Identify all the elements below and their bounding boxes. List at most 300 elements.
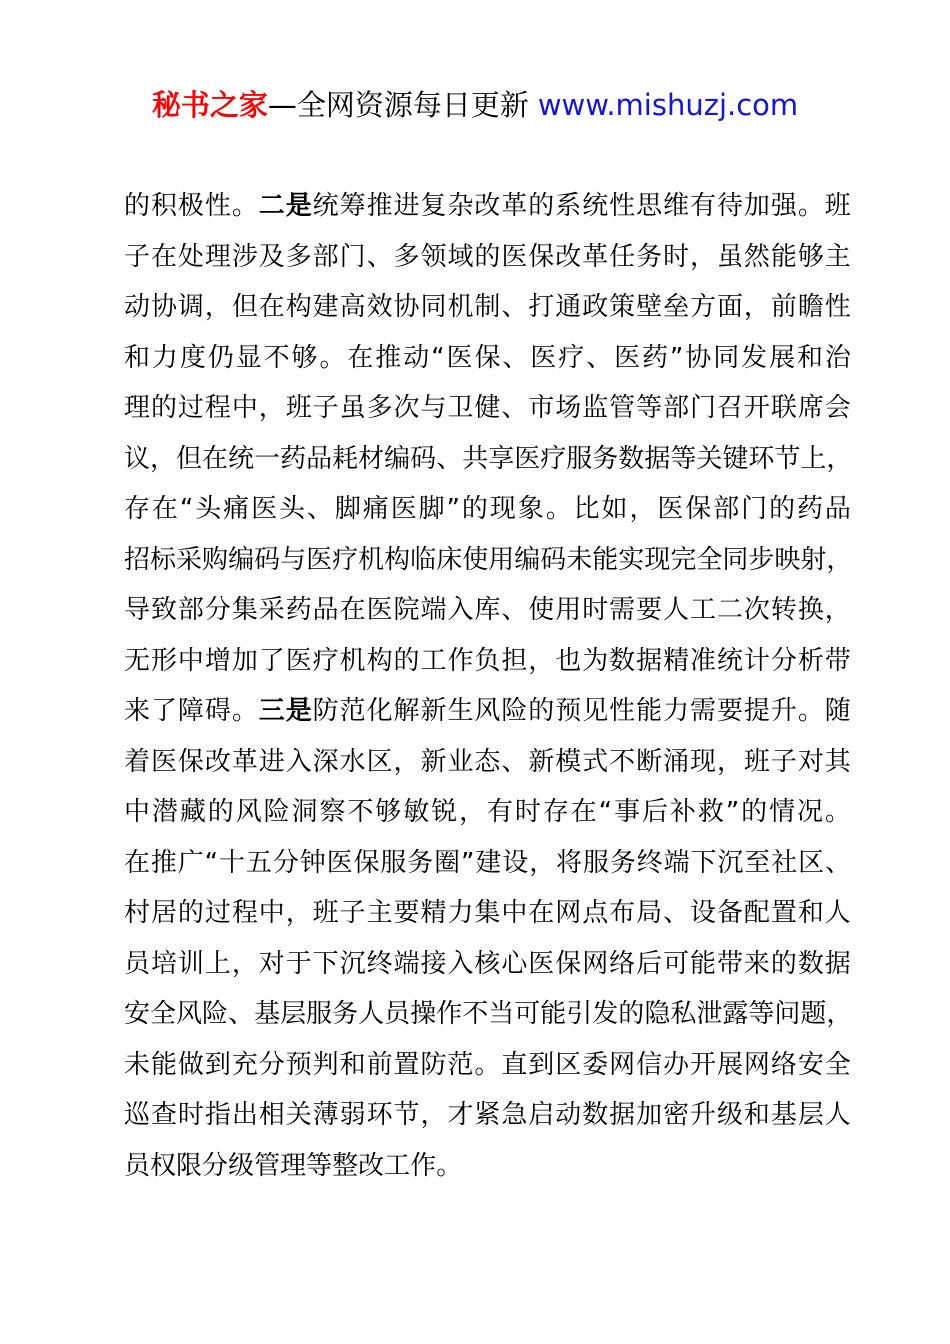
character: 启 <box>528 1100 555 1130</box>
character: 够 <box>291 342 318 373</box>
character: 保 <box>353 847 380 878</box>
character: 不 <box>347 797 374 827</box>
character: 机 <box>358 544 385 575</box>
character: 编 <box>228 544 255 575</box>
character: 加 <box>743 191 770 221</box>
character: 。 <box>319 342 346 373</box>
character: 新 <box>528 746 555 777</box>
character: 现 <box>690 746 717 777</box>
character: 维 <box>663 191 690 221</box>
character: ” <box>461 847 475 878</box>
character: 安 <box>124 999 151 1029</box>
character: 能 <box>592 544 619 575</box>
character: 随 <box>824 696 851 726</box>
character: 、 <box>501 292 528 322</box>
character: 区 <box>555 1049 582 1080</box>
character: 健 <box>474 393 501 423</box>
character: 防 <box>420 1049 447 1080</box>
character: 和 <box>124 342 151 373</box>
text-line <box>124 444 851 474</box>
character: 端 <box>663 847 690 878</box>
character: 。 <box>797 696 824 726</box>
character: 子 <box>124 241 151 272</box>
character: 新 <box>420 696 447 726</box>
character: 统 <box>228 443 255 474</box>
character: 然 <box>743 241 770 272</box>
character: 务 <box>609 847 636 878</box>
character: “ <box>179 494 194 524</box>
character: 担 <box>501 645 528 676</box>
character: 出 <box>231 1100 258 1130</box>
character: 中 <box>177 645 204 676</box>
character: 沉 <box>717 847 744 878</box>
character: 理 <box>280 1150 307 1181</box>
character: 级 <box>228 1150 255 1181</box>
character: 锐 <box>431 797 458 827</box>
character: 力 <box>663 696 690 726</box>
character: 脚 <box>334 494 361 524</box>
character: 后 <box>636 948 663 979</box>
character: 断 <box>636 746 663 777</box>
character: 整 <box>332 1150 359 1181</box>
character: 人 <box>358 999 385 1029</box>
character: 置 <box>770 898 797 928</box>
character: ， <box>459 797 486 827</box>
character: ” <box>725 797 740 827</box>
text-line <box>124 999 851 1029</box>
character: 垒 <box>663 292 690 322</box>
character: 引 <box>566 999 593 1029</box>
character: 映 <box>774 544 801 575</box>
character: 预 <box>555 696 582 726</box>
character: 十 <box>219 847 246 878</box>
character: 导 <box>124 595 151 625</box>
character: 终 <box>636 847 663 878</box>
character: 及 <box>258 241 285 272</box>
character: 准 <box>690 645 717 676</box>
character: 无 <box>124 645 151 676</box>
character: 时 <box>663 241 690 272</box>
character: 医 <box>306 544 333 575</box>
character: 门 <box>339 241 366 272</box>
character: 务 <box>407 847 434 878</box>
character: 联 <box>770 393 797 423</box>
character: 动 <box>124 292 151 322</box>
character: 前 <box>366 1049 393 1080</box>
character: 后 <box>641 797 668 827</box>
character: 协 <box>685 342 712 373</box>
character: 高 <box>339 292 366 322</box>
character: 对 <box>258 948 285 979</box>
character: 发 <box>592 999 619 1029</box>
character: 码 <box>410 443 437 474</box>
character: 同 <box>713 342 740 373</box>
character: 采 <box>176 544 203 575</box>
character: 致 <box>150 595 177 625</box>
character: 步 <box>748 544 775 575</box>
character: 络 <box>609 948 636 979</box>
character: 显 <box>235 342 262 373</box>
character: 在 <box>150 241 177 272</box>
character: 理 <box>204 241 231 272</box>
character: 来 <box>124 696 151 726</box>
character: 未 <box>566 544 593 575</box>
character: 召 <box>716 393 743 423</box>
text-line <box>124 393 851 423</box>
character: 复 <box>420 191 447 221</box>
character: 指 <box>204 1100 231 1130</box>
character: 工 <box>420 645 447 676</box>
character: 要 <box>636 595 663 625</box>
character: 等 <box>748 999 775 1029</box>
character: 性 <box>609 696 636 726</box>
character: 的 <box>474 241 501 272</box>
character: 工 <box>384 1150 411 1181</box>
character: 析 <box>797 645 824 676</box>
character: 服 <box>306 999 333 1029</box>
character: 脚 <box>418 494 445 524</box>
character: 医 <box>501 241 528 272</box>
character: 使 <box>462 544 489 575</box>
character: ， <box>528 645 555 676</box>
character: 方 <box>690 292 717 322</box>
character: 转 <box>770 595 797 625</box>
character: 等 <box>636 393 663 423</box>
character: 需 <box>609 595 636 625</box>
character: 了 <box>150 696 177 726</box>
character: 业 <box>447 746 474 777</box>
character: 能 <box>770 241 797 272</box>
character: 库 <box>474 595 501 625</box>
character: 极 <box>177 191 204 221</box>
character: 涉 <box>231 241 258 272</box>
character: ， <box>258 393 285 423</box>
character: 圈 <box>434 847 461 878</box>
character: 社 <box>771 847 798 878</box>
text-line <box>124 545 851 575</box>
character: 急 <box>501 1100 528 1130</box>
character: 程 <box>204 393 231 423</box>
character: 在 <box>202 443 229 474</box>
character: 问 <box>774 999 801 1029</box>
header-tagline: —全网资源每日更新 <box>267 88 529 122</box>
character: 风 <box>474 696 501 726</box>
character: 据 <box>609 1100 636 1130</box>
character: 仍 <box>207 342 234 373</box>
character: 医 <box>528 948 555 979</box>
character: 据 <box>636 645 663 676</box>
character: 设 <box>690 898 717 928</box>
character: 前 <box>770 292 797 322</box>
character: 泄 <box>696 999 723 1029</box>
character: 机 <box>447 292 474 322</box>
character: 够 <box>375 797 402 827</box>
character: 协 <box>393 292 420 322</box>
bold-character: 是 <box>285 191 312 221</box>
character: 集 <box>474 898 501 928</box>
character: 数 <box>618 443 645 474</box>
character: 核 <box>474 948 501 979</box>
character: 药 <box>285 595 312 625</box>
character: 范 <box>339 696 366 726</box>
text-line <box>124 1050 851 1080</box>
character: 推 <box>375 342 402 373</box>
character: 层 <box>280 999 307 1029</box>
character: 中 <box>124 797 151 827</box>
character: 培 <box>150 948 177 979</box>
character: 基 <box>254 999 281 1029</box>
character: 相 <box>258 1100 285 1130</box>
character: 主 <box>824 241 851 272</box>
character: 着 <box>124 746 151 777</box>
character: 分 <box>204 595 231 625</box>
character: 制 <box>474 292 501 322</box>
character: 的 <box>618 999 645 1029</box>
character: 次 <box>743 595 770 625</box>
character: 为 <box>582 645 609 676</box>
character: 有 <box>690 191 717 221</box>
character: 码 <box>540 544 567 575</box>
character: 在 <box>151 494 178 524</box>
character: 临 <box>410 544 437 575</box>
character: ， <box>826 443 853 474</box>
character: 的 <box>177 898 204 928</box>
character: 安 <box>797 1049 824 1080</box>
character: 协 <box>150 292 177 322</box>
character: “ <box>598 797 613 827</box>
character: 键 <box>722 443 749 474</box>
character: 风 <box>176 999 203 1029</box>
character: 生 <box>447 696 474 726</box>
text-line <box>124 595 851 625</box>
character: 险 <box>263 797 290 827</box>
character: 事 <box>614 797 641 827</box>
character: 分 <box>258 1049 285 1080</box>
text-line <box>124 191 851 221</box>
character: 能 <box>636 696 663 726</box>
character: 区 <box>366 746 393 777</box>
character: 的 <box>528 696 555 726</box>
character: 中 <box>501 898 528 928</box>
character: 增 <box>204 645 231 676</box>
character: 作 <box>447 645 474 676</box>
character: 风 <box>235 797 262 827</box>
body-lines <box>124 191 851 1201</box>
character: 开 <box>690 1049 717 1080</box>
character: 码 <box>254 544 281 575</box>
character: 系 <box>555 191 582 221</box>
character: 、 <box>366 241 393 272</box>
character: 虽 <box>339 393 366 423</box>
character: 察 <box>319 797 346 827</box>
character: 可 <box>663 948 690 979</box>
character: 医 <box>366 595 393 625</box>
character: 员 <box>124 1150 151 1181</box>
character: 实 <box>618 544 645 575</box>
character: 见 <box>582 696 609 726</box>
character: 积 <box>150 191 177 221</box>
character: 革 <box>501 191 528 221</box>
character: 需 <box>690 696 717 726</box>
character: 村 <box>124 898 151 928</box>
character: 化 <box>366 696 393 726</box>
character: 。 <box>231 696 258 726</box>
character: 耗 <box>332 443 359 474</box>
character: ， <box>150 443 177 474</box>
text-line <box>124 898 851 928</box>
document-header <box>0 86 950 124</box>
character: 障 <box>177 696 204 726</box>
character: 编 <box>384 443 411 474</box>
character: 补 <box>669 797 696 827</box>
character: 全 <box>150 999 177 1029</box>
character: 要 <box>393 898 420 928</box>
character: 品 <box>312 595 339 625</box>
character: 能 <box>540 999 567 1029</box>
character: 计 <box>743 645 770 676</box>
text-line <box>124 797 851 827</box>
character: 院 <box>393 595 420 625</box>
character: 弱 <box>339 1100 366 1130</box>
character: 痛 <box>223 494 250 524</box>
character: 网 <box>743 1049 770 1080</box>
character: 医 <box>390 494 417 524</box>
character: 工 <box>690 595 717 625</box>
character: 到 <box>204 1049 231 1080</box>
character: 办 <box>663 1049 690 1080</box>
character: 构 <box>285 292 312 322</box>
character: 卫 <box>447 393 474 423</box>
character: 推 <box>150 847 177 878</box>
character: 完 <box>670 544 697 575</box>
character: 环 <box>748 443 775 474</box>
character: 节 <box>393 1100 420 1130</box>
character: 。 <box>824 797 851 827</box>
character: 、 <box>436 443 463 474</box>
character: 头 <box>195 494 222 524</box>
character: 医 <box>657 494 684 524</box>
character: 带 <box>824 645 851 676</box>
character: 构 <box>384 544 411 575</box>
character: 虽 <box>716 241 743 272</box>
character: 形 <box>150 645 177 676</box>
character: 题 <box>800 999 827 1029</box>
character: 私 <box>670 999 697 1029</box>
character: ， <box>285 898 312 928</box>
character: 层 <box>797 1100 824 1130</box>
character: 作 <box>436 999 463 1029</box>
text-line <box>124 696 851 726</box>
character: 过 <box>177 393 204 423</box>
character: 革 <box>231 746 258 777</box>
character: 至 <box>744 847 771 878</box>
character: ， <box>529 847 556 878</box>
character: 碍 <box>204 696 231 726</box>
character: 保 <box>555 948 582 979</box>
character: 入 <box>447 948 474 979</box>
character: 会 <box>824 393 851 423</box>
character: 训 <box>177 948 204 979</box>
character: 了 <box>258 645 285 676</box>
character: 、 <box>663 898 690 928</box>
character: ” <box>669 342 684 373</box>
character: 展 <box>716 1049 743 1080</box>
character: 统 <box>582 191 609 221</box>
character: 门 <box>690 393 717 423</box>
character: 管 <box>254 1150 281 1181</box>
character: 密 <box>663 1100 690 1130</box>
character: 购 <box>202 544 229 575</box>
character: 设 <box>502 847 529 878</box>
character: 入 <box>285 746 312 777</box>
character: 疗 <box>558 342 585 373</box>
character: 。 <box>436 1150 463 1181</box>
character: 在 <box>347 342 374 373</box>
character: 广 <box>177 847 204 878</box>
character: 治 <box>824 342 851 373</box>
character: 药 <box>796 494 823 524</box>
character: 药 <box>641 342 668 373</box>
character: 的 <box>124 191 151 221</box>
character: 进 <box>258 746 285 777</box>
character: 网 <box>582 948 609 979</box>
character: 当 <box>488 999 515 1029</box>
character: 保 <box>177 746 204 777</box>
character: 加 <box>636 1100 663 1130</box>
character: 品 <box>824 494 851 524</box>
character: ， <box>393 746 420 777</box>
character: 使 <box>528 595 555 625</box>
character: 居 <box>150 898 177 928</box>
character: 的 <box>769 494 796 524</box>
character: 、 <box>306 494 333 524</box>
character: 作 <box>410 1150 437 1181</box>
character: 可 <box>514 999 541 1029</box>
character: 子 <box>312 393 339 423</box>
character: 于 <box>285 948 312 979</box>
character: 的 <box>528 191 555 221</box>
character: 巡 <box>124 1100 151 1130</box>
character: 将 <box>556 847 583 878</box>
character: 多 <box>285 241 312 272</box>
character: 端 <box>420 595 447 625</box>
character: 布 <box>609 898 636 928</box>
character: 的 <box>461 494 488 524</box>
text-line <box>124 646 851 676</box>
character: 精 <box>420 898 447 928</box>
character: 保 <box>474 342 501 373</box>
character: 基 <box>770 1100 797 1130</box>
character: 接 <box>420 948 447 979</box>
character: 医 <box>614 342 641 373</box>
site-url-link[interactable]: www.mishuzj.com <box>537 88 799 122</box>
character: 沉 <box>339 948 366 979</box>
character: 节 <box>774 443 801 474</box>
character: 露 <box>722 999 749 1029</box>
character: 的 <box>150 393 177 423</box>
character: 推 <box>366 191 393 221</box>
character: 在 <box>570 797 597 827</box>
character: 动 <box>555 1100 582 1130</box>
character: 判 <box>312 1049 339 1080</box>
character: 信 <box>636 1049 663 1080</box>
character: 薄 <box>312 1100 339 1130</box>
character: 网 <box>609 1049 636 1080</box>
character: 。 <box>797 191 824 221</box>
character: 域 <box>447 241 474 272</box>
character: 比 <box>573 494 600 524</box>
character: 的 <box>393 645 420 676</box>
